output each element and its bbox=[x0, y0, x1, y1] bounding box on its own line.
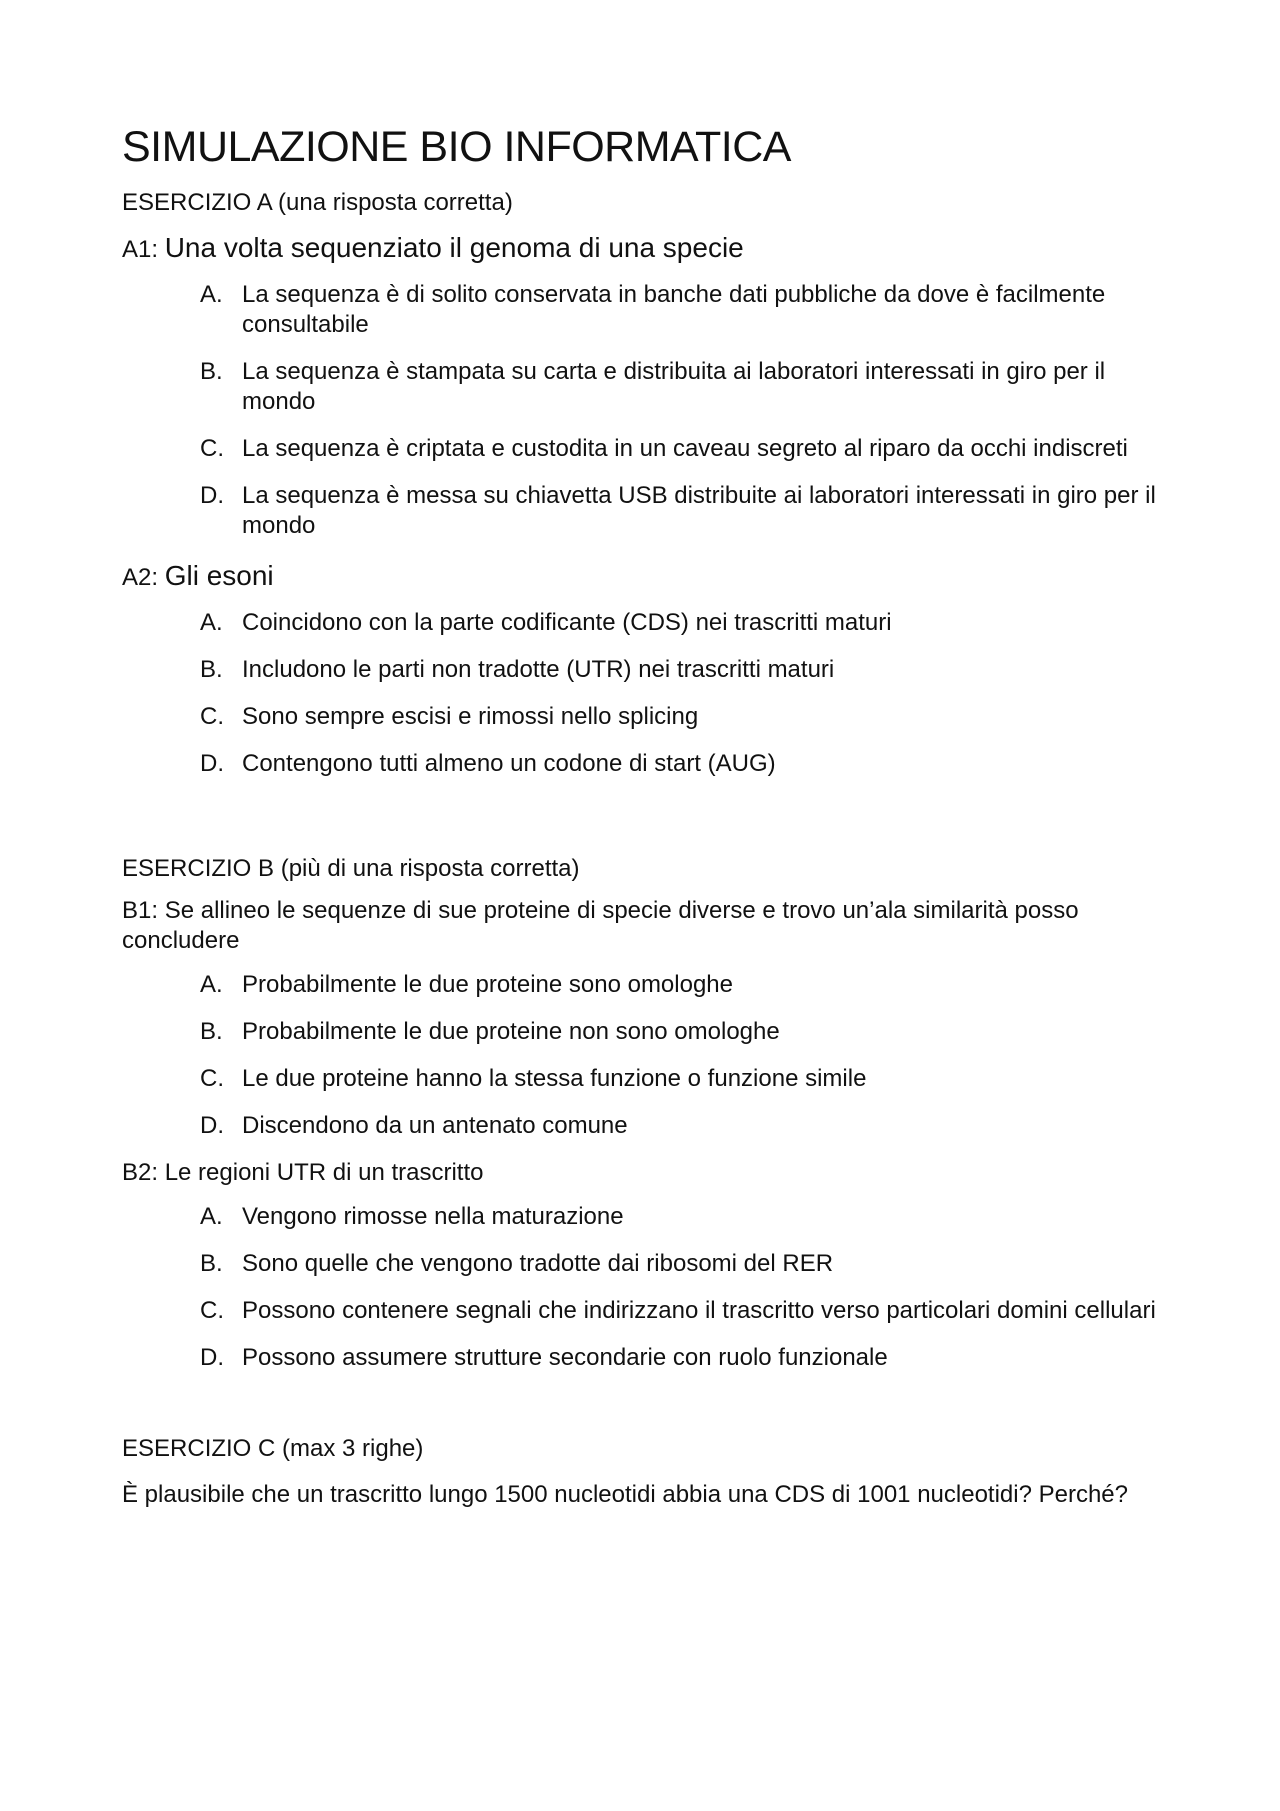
option-letter: A. bbox=[200, 971, 223, 998]
option-letter: C. bbox=[200, 1065, 224, 1092]
question-a1-text: Una volta sequenziato il genoma di una specie bbox=[164, 232, 744, 263]
option-letter: D. bbox=[200, 1112, 224, 1139]
option-letter: C. bbox=[200, 1297, 224, 1324]
option-a1-a bbox=[122, 280, 1182, 340]
section-c bbox=[122, 1434, 1182, 1510]
section-a-header: ESERCIZIO A (una risposta corretta) bbox=[122, 189, 513, 216]
spacer bbox=[122, 796, 1182, 854]
option-letter: B. bbox=[200, 1018, 223, 1045]
option-b2-a bbox=[122, 1202, 1182, 1232]
option-letter: B. bbox=[200, 656, 223, 683]
spacer bbox=[122, 1390, 1182, 1434]
option-b2-c bbox=[122, 1296, 1182, 1326]
question-b2-options bbox=[122, 1202, 1182, 1373]
option-text: Possono contenere segnali che indirizzano il trascritto verso particolari domini cellulari bbox=[242, 1297, 1156, 1324]
option-letter: B. bbox=[200, 358, 223, 385]
option-text: Le due proteine hanno la stessa funzione o funzione simile bbox=[242, 1065, 867, 1092]
option-text: Probabilmente le due proteine non sono omologhe bbox=[242, 1018, 780, 1045]
option-text: Vengono rimosse nella maturazione bbox=[242, 1203, 624, 1230]
option-letter: B. bbox=[200, 1250, 223, 1277]
option-letter: C. bbox=[200, 703, 224, 730]
option-a1-b bbox=[122, 357, 1182, 417]
option-b1-b bbox=[122, 1017, 1182, 1047]
option-a1-d bbox=[122, 481, 1182, 541]
option-text: La sequenza è criptata e custodita in un caveau segreto al riparo da occhi indiscreti bbox=[242, 435, 1128, 462]
option-b2-b bbox=[122, 1249, 1182, 1279]
option-text: Possono assumere strutture secondarie con ruolo funzionale bbox=[242, 1344, 888, 1371]
option-letter: D. bbox=[200, 750, 224, 777]
option-a2-a bbox=[122, 608, 1182, 638]
option-text: Probabilmente le due proteine sono omologhe bbox=[242, 971, 734, 998]
option-letter: A. bbox=[200, 1203, 223, 1230]
option-b1-d bbox=[122, 1111, 1182, 1141]
option-text: Sono sempre escisi e rimossi nello splicing bbox=[242, 703, 699, 730]
option-letter: A. bbox=[200, 609, 223, 636]
option-text: Discendono da un antenato comune bbox=[242, 1112, 628, 1139]
option-text: Sono quelle che vengono tradotte dai ribosomi del RER bbox=[242, 1250, 834, 1277]
question-a1-options bbox=[122, 280, 1182, 541]
question-a1-id: A1: bbox=[122, 236, 159, 263]
question-c: È plausibile che un trascritto lungo 1500 nucleotidi abbia una CDS di 1001 nucleotidi? Perché? bbox=[122, 1481, 1128, 1508]
section-b bbox=[122, 854, 1182, 1373]
question-a2-id: A2: bbox=[122, 564, 159, 591]
option-letter: A. bbox=[200, 281, 223, 308]
option-letter: C. bbox=[200, 435, 224, 462]
option-a1-c bbox=[122, 434, 1182, 464]
section-c-header: ESERCIZIO C (max 3 righe) bbox=[122, 1435, 424, 1462]
option-text: Coincidono con la parte codificante (CDS) nei trascritti maturi bbox=[242, 609, 892, 636]
question-b1: B1: Se allineo le sequenze di sue proteine di specie diverse e trovo un’ala similarità posso concludere bbox=[122, 897, 1079, 954]
section-b-header: ESERCIZIO B (più di una risposta corretta) bbox=[122, 855, 580, 882]
option-letter: D. bbox=[200, 1344, 224, 1371]
page-title: SIMULAZIONE BIO INFORMATICA bbox=[122, 123, 791, 171]
question-a2 bbox=[122, 558, 1182, 596]
document-page bbox=[122, 120, 1182, 1510]
section-a bbox=[122, 188, 1182, 779]
option-a2-b bbox=[122, 655, 1182, 685]
option-letter: D. bbox=[200, 482, 224, 509]
option-b1-a bbox=[122, 970, 1182, 1000]
question-b1-options bbox=[122, 970, 1182, 1141]
question-a1 bbox=[122, 230, 1182, 268]
question-a2-options bbox=[122, 608, 1182, 779]
question-a2-text: Gli esoni bbox=[164, 560, 274, 591]
option-text: La sequenza è messa su chiavetta USB distribuite ai laboratori interessati in giro per il mondo bbox=[242, 482, 1156, 539]
option-text: La sequenza è di solito conservata in banche dati pubbliche da dove è facilmente consultabile bbox=[242, 281, 1106, 338]
option-a2-c bbox=[122, 702, 1182, 732]
option-b2-d bbox=[122, 1343, 1182, 1373]
option-text: La sequenza è stampata su carta e distribuita ai laboratori interessati in giro per il mondo bbox=[242, 358, 1106, 415]
question-b2: B2: Le regioni UTR di un trascritto bbox=[122, 1159, 484, 1186]
option-b1-c bbox=[122, 1064, 1182, 1094]
option-a2-d bbox=[122, 749, 1182, 779]
option-text: Contengono tutti almeno un codone di start (AUG) bbox=[242, 750, 776, 777]
option-text: Includono le parti non tradotte (UTR) nei trascritti maturi bbox=[242, 656, 835, 683]
